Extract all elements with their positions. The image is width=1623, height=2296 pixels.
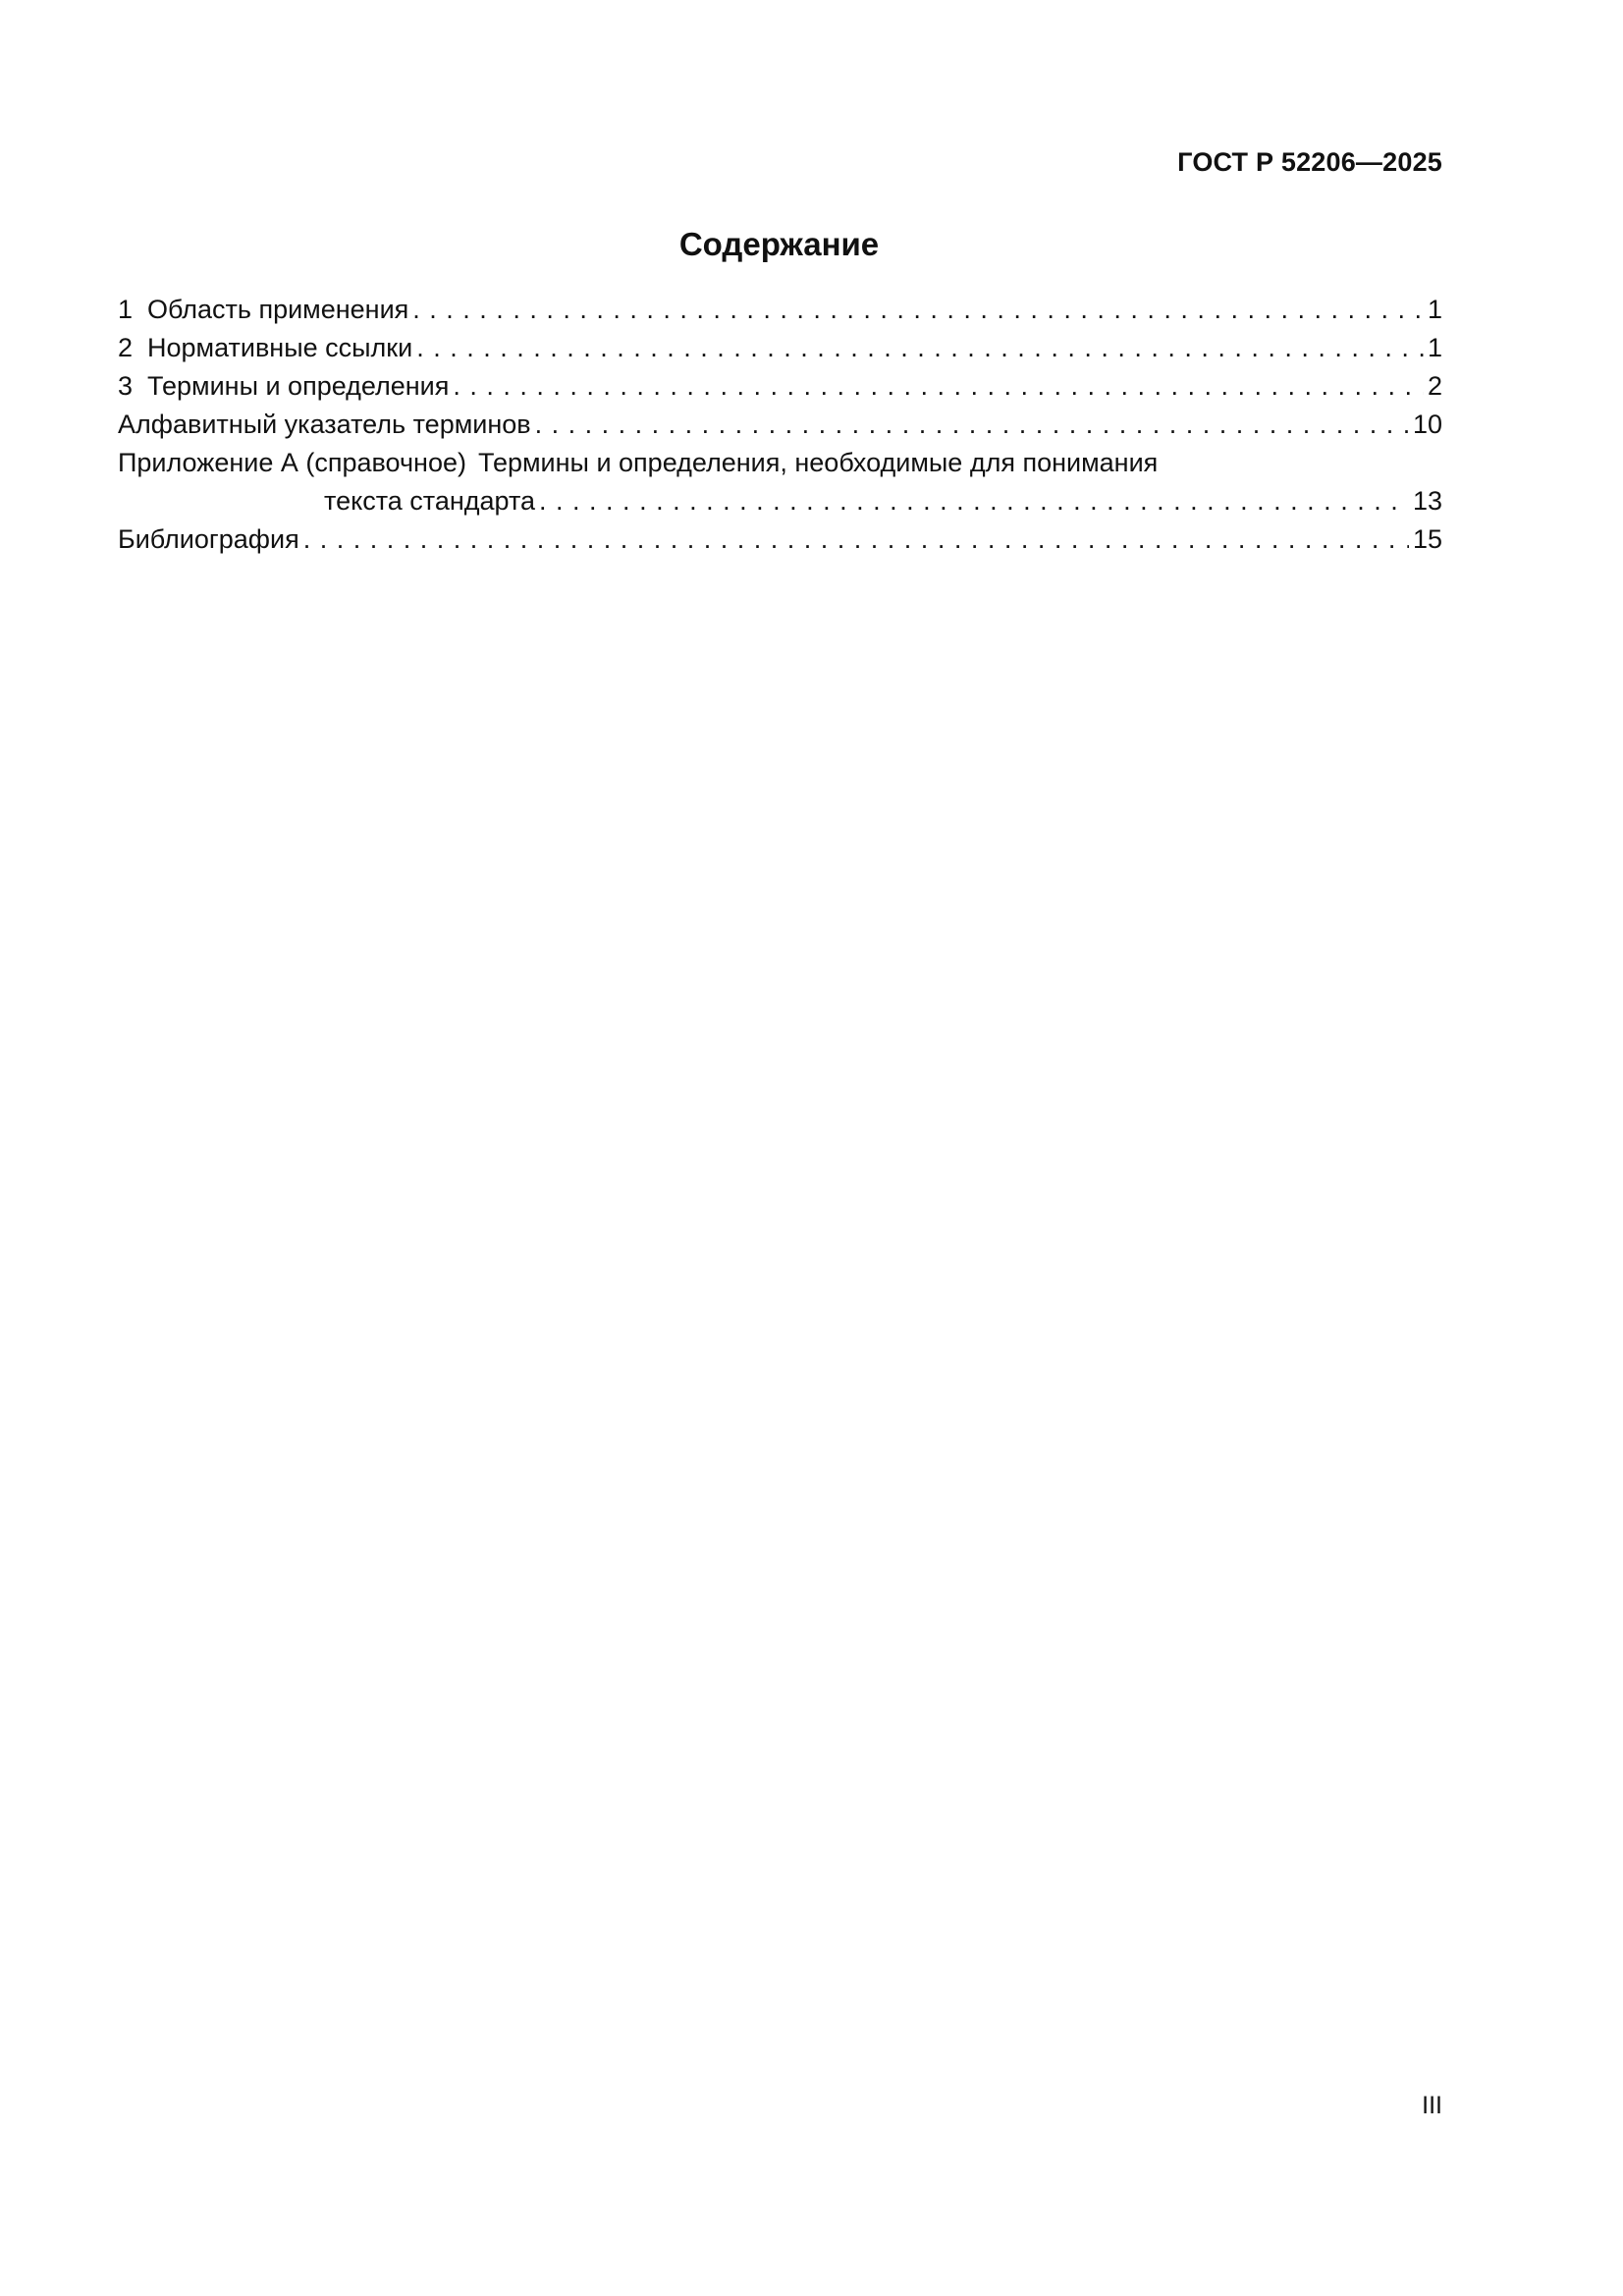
toc-dot-leader (539, 482, 1409, 520)
toc-entry-number: 2 (118, 333, 134, 362)
toc-entry-title: Алфавитный указатель терминов (118, 410, 531, 439)
toc-entry-scope[interactable] (118, 291, 1442, 329)
toc-entry-appendix-a[interactable] (118, 444, 1442, 520)
toc-title: Содержание (678, 226, 880, 262)
toc-entry-number: 1 (118, 295, 134, 324)
document-code: ГОСТ Р 52206—2025 (1177, 147, 1442, 177)
toc-entry-page: 13 (1412, 486, 1442, 516)
toc-dot-leader (412, 291, 1424, 329)
toc-entry-page: 2 (1427, 371, 1442, 401)
page-number: III (1422, 2092, 1442, 2119)
toc-entry-number: 3 (118, 371, 134, 401)
toc-entry-page: 10 (1412, 410, 1442, 439)
toc-entry-page: 1 (1427, 295, 1442, 324)
table-of-contents (118, 291, 1442, 559)
toc-entry-title: Библиография (118, 524, 299, 554)
toc-entry-bibliography[interactable] (118, 520, 1442, 559)
toc-entry-title: Термины и определения (147, 371, 450, 401)
toc-entry-page: 1 (1427, 333, 1442, 362)
toc-entry-title: Область применения (147, 295, 409, 324)
toc-entry-title-continuation: текста стандарта (324, 486, 536, 516)
toc-entry-title: Термины и определения, необходимые для понимания (477, 448, 1159, 477)
toc-entry-terms-definitions[interactable] (118, 367, 1442, 406)
toc-entry-title: Нормативные ссылки (147, 333, 413, 362)
toc-dot-leader (416, 329, 1424, 367)
toc-entry-alphabetical-index[interactable] (118, 406, 1442, 444)
toc-appendix-label: Приложение А (справочное) (118, 448, 466, 477)
toc-entry-normative-references[interactable] (118, 329, 1442, 367)
toc-dot-leader (453, 367, 1424, 406)
toc-dot-leader (303, 520, 1409, 559)
toc-dot-leader (535, 406, 1409, 444)
toc-entry-page: 15 (1412, 524, 1442, 554)
